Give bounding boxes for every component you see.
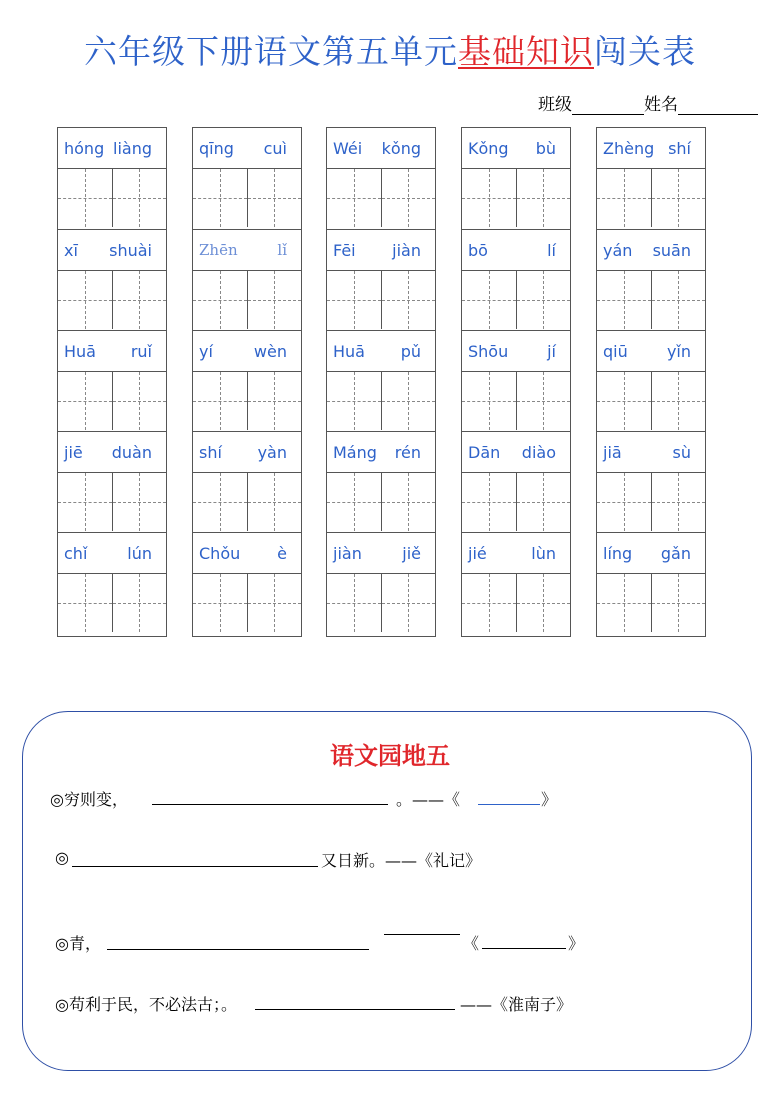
word-unit [597,128,705,229]
tianzige-box[interactable] [327,473,381,531]
pinyin-row [58,128,166,169]
pinyin-syllable: líng [603,543,633,563]
line-2-blank[interactable] [72,847,318,867]
tianzige-box[interactable] [516,169,571,227]
writing-boxes [58,372,166,430]
word-unit [193,532,301,633]
tianzige-box[interactable] [193,169,247,227]
writing-boxes [193,169,301,227]
name-label: 姓名 [644,95,678,115]
pinyin-syllable: yǐn [666,341,691,361]
tianzige-box[interactable] [193,271,247,329]
line-3-blank[interactable] [107,930,369,950]
writing-boxes [327,169,435,227]
writing-boxes [193,372,301,430]
pinyin-row [327,533,435,574]
word-column [461,127,571,637]
line-2-prefix: ◎ [55,848,69,867]
tianzige-box[interactable] [112,169,167,227]
pinyin-row [327,128,435,169]
pinyin-row [327,432,435,473]
pinyin-syllable: jiě [402,543,421,563]
tianzige-box[interactable] [462,473,516,531]
pinyin-row [597,331,705,372]
pinyin-syllable: liàng [113,138,152,158]
word-unit [193,128,301,229]
line-3-source-blank[interactable] [482,929,566,949]
line-1-prefix: ◎穷则变， [50,790,128,809]
tianzige-box[interactable] [381,372,436,430]
pinyin-syllable: yí [199,341,213,361]
writing-boxes [327,574,435,632]
pinyin-syllable: suān [652,240,691,260]
writing-boxes [462,169,570,227]
pinyin-syllable: hóng [64,138,105,158]
tianzige-box[interactable] [516,372,571,430]
word-unit [462,229,570,330]
pinyin-row [597,128,705,169]
pinyin-syllable: yán [603,240,633,260]
word-unit [327,229,435,330]
tianzige-box[interactable] [462,169,516,227]
writing-boxes [462,372,570,430]
tianzige-box[interactable] [516,271,571,329]
tianzige-box[interactable] [58,574,112,632]
pinyin-syllable: Zhēn [199,241,238,259]
pinyin-row [193,533,301,574]
tianzige-box[interactable] [651,574,706,632]
pinyin-row [462,533,570,574]
tianzige-box[interactable] [381,473,436,531]
line-3-prefix: ◎青， [55,934,101,953]
tianzige-box[interactable] [381,574,436,632]
tianzige-box[interactable] [516,574,571,632]
writing-boxes [462,271,570,329]
writing-boxes [58,473,166,531]
tianzige-box[interactable] [597,574,651,632]
tianzige-box[interactable] [597,169,651,227]
writing-boxes [327,271,435,329]
line-1-end: 》 [541,790,558,809]
tianzige-box[interactable] [327,169,381,227]
tianzige-box[interactable] [327,574,381,632]
pinyin-row [597,230,705,271]
line-3-mid: 《 [463,934,480,953]
tianzige-box[interactable] [462,574,516,632]
tianzige-box[interactable] [112,473,167,531]
writing-boxes [462,574,570,632]
pinyin-syllable: è [277,543,287,563]
word-unit [193,330,301,431]
tianzige-box[interactable] [247,473,302,531]
writing-boxes [58,271,166,329]
pinyin-row [462,432,570,473]
word-unit [462,532,570,633]
name-blank[interactable] [678,96,758,115]
writing-boxes [597,372,705,430]
pinyin-syllable: bù [535,138,556,158]
pinyin-syllable: lùn [531,543,556,563]
student-info [538,90,758,115]
pinyin-syllable: Shōu [468,341,509,361]
line-1-source-blank[interactable] [478,785,540,805]
line-2-post: 又日新。——《礼记》 [321,851,482,870]
tianzige-box[interactable] [327,372,381,430]
word-column [57,127,167,637]
word-unit [58,128,166,229]
line-4-blank[interactable] [255,990,455,1010]
tianzige-box[interactable] [327,271,381,329]
tianzige-box[interactable] [58,372,112,430]
pinyin-syllable: wèn [253,341,287,361]
pinyin-row [327,230,435,271]
word-unit [597,229,705,330]
tianzige-box[interactable] [247,271,302,329]
pinyin-row [58,230,166,271]
pinyin-syllable: bō [468,240,488,260]
pinyin-row [58,331,166,372]
word-unit [597,431,705,532]
word-unit [597,330,705,431]
pinyin-syllable: Kǒng [468,138,509,158]
pinyin-syllable: jié [468,543,487,563]
pinyin-row [597,533,705,574]
pinyin-syllable: jiē [64,442,83,462]
writing-boxes [597,574,705,632]
pinyin-syllable: Huā [64,341,96,361]
word-unit [597,532,705,633]
tianzige-box[interactable] [112,271,167,329]
word-unit [58,229,166,330]
pinyin-syllable: qiū [603,341,628,361]
pinyin-syllable: rén [394,442,421,462]
pinyin-row [193,331,301,372]
tianzige-box[interactable] [651,372,706,430]
word-unit [327,128,435,229]
pinyin-syllable: lí [547,240,556,260]
pinyin-syllable: jiàn [333,543,362,563]
writing-boxes [193,574,301,632]
writing-boxes [58,574,166,632]
word-column [596,127,706,637]
word-unit [327,330,435,431]
pinyin-syllable: jiā [603,442,622,462]
pinyin-syllable: cuì [263,138,287,158]
tianzige-box[interactable] [247,372,302,430]
line-4-prefix: ◎苟利于民，不必法古；。 [55,995,237,1014]
class-blank[interactable] [572,96,644,115]
class-label: 班级 [538,95,572,115]
word-unit [462,431,570,532]
word-unit [58,330,166,431]
tianzige-box[interactable] [247,169,302,227]
pinyin-row [193,128,301,169]
line-1-blank[interactable] [152,785,388,805]
pinyin-syllable: yàn [257,442,287,462]
tianzige-box[interactable] [58,271,112,329]
tianzige-box[interactable] [58,473,112,531]
pinyin-syllable: gǎn [660,543,691,563]
pinyin-syllable: shí [199,442,222,462]
line-3-author-blank[interactable] [384,916,460,935]
word-unit [58,431,166,532]
pinyin-row [462,331,570,372]
pinyin-row [327,331,435,372]
pinyin-syllable: jí [547,341,556,361]
tianzige-box[interactable] [597,271,651,329]
writing-boxes [193,271,301,329]
writing-boxes [327,372,435,430]
pinyin-syllable: qīng [199,138,234,158]
tianzige-box[interactable] [462,271,516,329]
pinyin-syllable: diào [521,442,556,462]
pinyin-syllable: Máng [333,442,377,462]
tianzige-box[interactable] [381,271,436,329]
word-unit [327,532,435,633]
tianzige-box[interactable] [112,372,167,430]
tianzige-box[interactable] [381,169,436,227]
pinyin-syllable: kǒng [381,138,421,158]
section-title: 语文园地五 [330,742,450,770]
pinyin-syllable: shí [668,138,691,158]
line-3-end: 》 [568,934,585,953]
pinyin-syllable: lún [127,543,152,563]
writing-boxes [327,473,435,531]
pinyin-syllable: Zhèng [603,138,655,158]
writing-boxes [597,473,705,531]
tianzige-box[interactable] [462,372,516,430]
writing-boxes [462,473,570,531]
pinyin-row [193,230,301,271]
tianzige-box[interactable] [651,271,706,329]
pinyin-syllable: Dān [468,442,501,462]
writing-boxes [597,271,705,329]
pinyin-syllable: jiàn [392,240,421,260]
pinyin-syllable: xī [64,240,78,260]
pinyin-syllable: ruǐ [130,341,152,361]
pinyin-row [462,230,570,271]
pinyin-syllable: chǐ [64,543,88,563]
line-1-mid: 。——《 [396,790,461,809]
tianzige-box[interactable] [597,372,651,430]
pinyin-syllable: pǔ [400,341,421,361]
word-column [326,127,436,637]
pinyin-row [193,432,301,473]
word-unit [193,431,301,532]
word-unit [462,330,570,431]
pinyin-syllable: Wéi [333,138,363,158]
tianzige-box[interactable] [193,372,247,430]
tianzige-box[interactable] [58,169,112,227]
pinyin-syllable: Huā [333,341,365,361]
writing-boxes [58,169,166,227]
tianzige-box[interactable] [247,574,302,632]
pinyin-syllable: duàn [111,442,152,462]
tianzige-box[interactable] [112,574,167,632]
pinyin-syllable: lǐ [277,241,287,259]
tianzige-box[interactable] [651,169,706,227]
line-4-post: ——《淮南子》 [460,995,573,1014]
word-unit [462,128,570,229]
tianzige-box[interactable] [651,473,706,531]
word-unit [193,229,301,330]
writing-boxes [193,473,301,531]
pinyin-syllable: sù [672,442,691,462]
word-unit [58,532,166,633]
word-column [192,127,302,637]
pinyin-row [58,432,166,473]
pinyin-row [462,128,570,169]
pinyin-row [58,533,166,574]
pinyin-syllable: Fēi [333,240,356,260]
tianzige-box[interactable] [597,473,651,531]
pinyin-syllable: Chǒu [199,543,241,563]
writing-boxes [597,169,705,227]
word-unit [327,431,435,532]
page-title: 六年级下册语文第五单元基础知识闯关表 [84,32,696,71]
tianzige-box[interactable] [193,473,247,531]
pinyin-row [597,432,705,473]
pinyin-syllable: shuài [109,240,152,260]
tianzige-box[interactable] [516,473,571,531]
tianzige-box[interactable] [193,574,247,632]
